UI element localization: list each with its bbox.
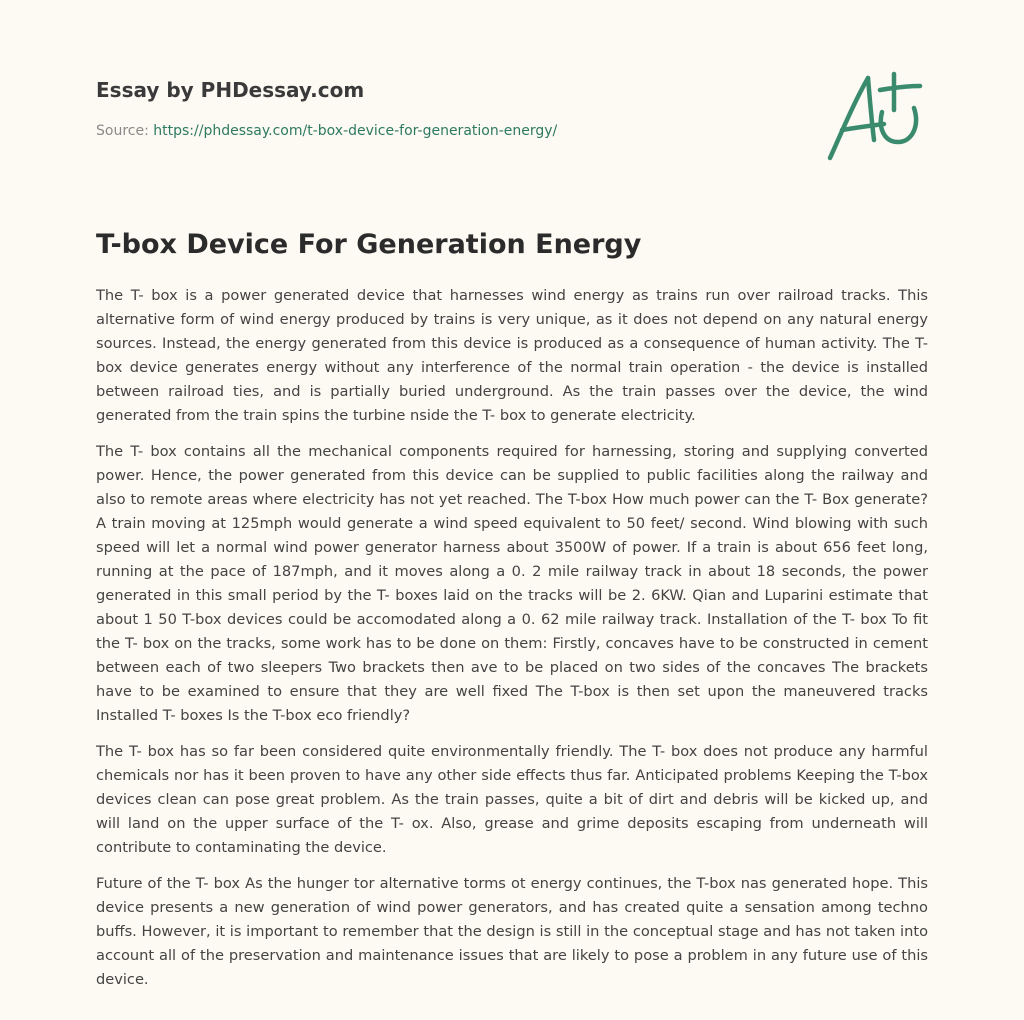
site-brand: Essay by PHDessay.com — [96, 78, 365, 102]
source-line — [96, 121, 716, 141]
essay-paragraph: The T- box has so far been considered quite environmentally friendly. The T- box does not produce any harmful chemicals nor has it been proven to have any other side effects thus far. Anticipated problems Keeping the T-box devices clean can pose great problem. As the train passes, quite a bit of dirt and debris will be kicked up, and will land on the upper surface of the T- ox. Also, grease and grime deposits escaping from underneath will contribute to contaminating the device. — [96, 743, 928, 856]
essay-title: T-box Device For Generation Energy — [96, 229, 642, 260]
a-plus-grade-icon — [820, 66, 932, 166]
essay-paragraph: Future of the T- box As the hunger tor alternative torms ot energy continues, the T-box nas generated hope. This device presents a new generation of wind power generators, and has created quite a sensation among techno buffs. However, it is important to remember that the design is still in the conceptual stage and has not taken into account all of the preservation and maintenance issues that are likely to pose a problem in any future use of this device. — [96, 875, 928, 988]
essay-body — [96, 284, 928, 1004]
source-label: Source: — [96, 123, 149, 139]
site-header — [96, 76, 716, 141]
essay-paragraph: The T- box contains all the mechanical components required for harnessing, storing and supplying converted power. Hence, the power generated from this device can be supplied to public facilities along the railway and also to remote areas where electricity has not yet reached. The T-box How much power can the T- Box generate? A train moving at 125mph would generate a wind speed equivalent to 50 feet/ second. Wind blowing with such speed will let a normal wind power generator harness about 3500W of power. If a train is about 656 feet long, running at the pace of 187mph, and it moves along a 0. 2 mile railway track in about 18 seconds, the power generated in this small period by the T- boxes laid on the tracks will be 2. 6KW. Qian and Luparini estimate that about 1 50 T-box devices could be accomodated along a 0. 62 mile railway track. Installation of the T- box To fit the T- box on the tracks, some work has to be done on them: Firstly, concaves have to be constructed in cement between each of two sleepers Two brackets then ave to be placed on two sides of the concaves The brackets have to be examined to ensure that they are well fixed The T-box is then set upon the maneuvered tracks Installed T- boxes Is the T-box eco friendly? — [96, 443, 928, 724]
source-link[interactable]: https://phdessay.com/t-box-device-for-generation-energy/ — [153, 123, 558, 139]
essay-paragraph: The T- box is a power generated device that harnesses wind energy as trains run over railroad tracks. This alternative form of wind energy produced by trains is very unique, as it does not depend on any natural energy sources. Instead, the energy generated from this device is produced as a consequence of human activity. The T-box device generates energy without any interference of the normal train operation - the device is installed between railroad ties, and is partially buried underground. As the train passes over the device, the wind generated from the train spins the turbine nside the T- box to generate electricity. — [96, 287, 928, 424]
